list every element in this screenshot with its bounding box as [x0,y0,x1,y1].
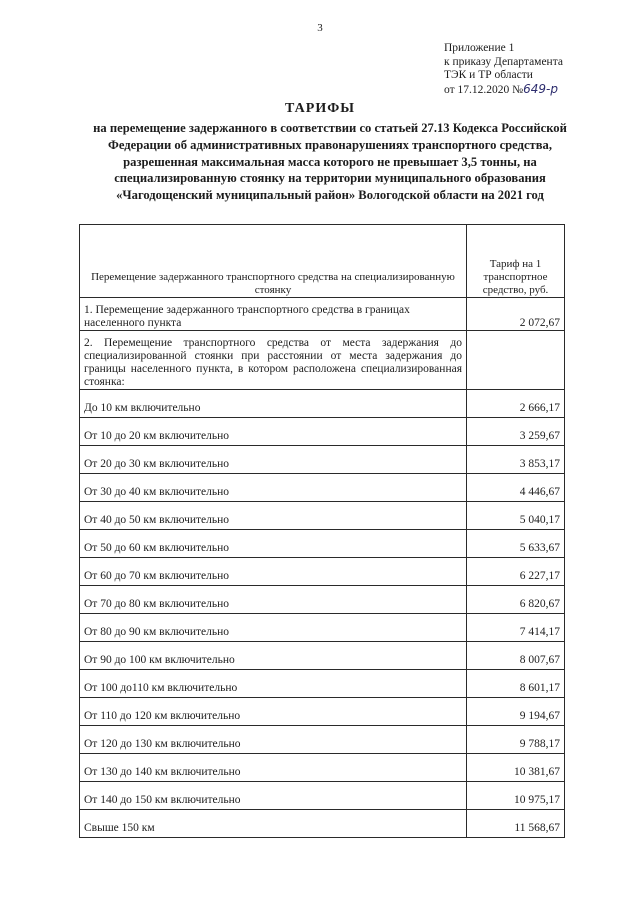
header-service: Перемещение задержанного транспортного средства на специализированную стоянку [80,225,467,298]
table-row [80,614,565,642]
table-row [80,754,565,782]
page-number: 3 [317,22,323,34]
table-row [80,726,565,754]
tariff-value: 8 007,67 [467,642,565,670]
table-row [80,698,565,726]
table-row [80,586,565,614]
distance-rows [80,390,565,838]
annex-line-1: Приложение 1 [444,42,515,54]
row1-description: 1. Перемещение задержанного транспортного средства в границах населенного пункта [80,298,467,331]
table-row [80,810,565,838]
table-row [80,474,565,502]
distance-label: От 20 до 30 км включительно [80,446,467,474]
table-row [80,331,565,390]
tariff-value: 5 040,17 [467,502,565,530]
annex-line-2: к приказу Департамента [444,55,563,68]
table-row [80,298,565,331]
tariff-value: 4 446,67 [467,474,565,502]
header-tariff: Тариф на 1 транспортное средство, руб. [467,225,565,298]
distance-label: От 130 до 140 км включительно [80,754,467,782]
distance-label: От 30 до 40 км включительно [80,474,467,502]
distance-label: От 40 до 50 км включительно [80,502,467,530]
table-row [80,782,565,810]
table-row [80,418,565,446]
annex-line-4 [444,83,563,98]
table-row [80,502,565,530]
distance-label: Свыше 150 км [80,810,467,838]
distance-label: От 60 до 70 км включительно [80,558,467,586]
table-row [80,530,565,558]
distance-label: От 140 до 150 км включительно [80,782,467,810]
document-title: ТАРИФЫ [285,101,355,116]
distance-label: От 10 до 20 км включительно [80,418,467,446]
tariff-value: 10 381,67 [467,754,565,782]
handwritten-order-number: 649-р [523,81,558,96]
distance-label: От 90 до 100 км включительно [80,642,467,670]
row1-value: 2 072,67 [467,298,565,331]
document-subtitle: на перемещение задержанного в соответствии со статьей 27.13 Кодекса Российской Федерации об административных правонарушениях транспортного средства, разрешенная максимальная масса которого не превышает 3,5 тонны, на специализированную стоянку на территории муниципального образования «Чагодощенский муниципальный район» Вологодской области на 2021 год [93,121,567,203]
tariff-table [79,224,565,838]
annex-line-3: ТЭК и ТР области [444,69,533,81]
distance-label: От 120 до 130 км включительно [80,726,467,754]
tariff-value: 7 414,17 [467,614,565,642]
tariff-value: 9 788,17 [467,726,565,754]
distance-label: От 50 до 60 км включительно [80,530,467,558]
annex-block [444,42,563,97]
tariff-value: 6 227,17 [467,558,565,586]
table-row [80,390,565,418]
distance-label: От 100 до110 км включительно [80,670,467,698]
distance-label: От 80 до 90 км включительно [80,614,467,642]
tariff-value: 6 820,67 [467,586,565,614]
tariff-value: 5 633,67 [467,530,565,558]
table-row [80,670,565,698]
table-row [80,558,565,586]
tariff-value: 9 194,67 [467,698,565,726]
annex-date: от 17.12.2020 № [444,83,524,96]
tariff-value: 11 568,67 [467,810,565,838]
distance-label: От 70 до 80 км включительно [80,586,467,614]
row2-description: 2. Перемещение транспортного средства от места задержания до специализированной стоянки при расстоянии от места задержания до границы населенного пункта, в котором расположена специализированная стоянка: [80,331,467,390]
table-row [80,642,565,670]
distance-label: От 110 до 120 км включительно [80,698,467,726]
table-row [80,446,565,474]
distance-label: До 10 км включительно [80,390,467,418]
tariff-value: 3 853,17 [467,446,565,474]
tariff-value: 3 259,67 [467,418,565,446]
row2-value-empty [467,331,565,390]
tariff-value: 10 975,17 [467,782,565,810]
table-header-row [80,225,565,298]
tariff-value: 8 601,17 [467,670,565,698]
tariff-value: 2 666,17 [467,390,565,418]
